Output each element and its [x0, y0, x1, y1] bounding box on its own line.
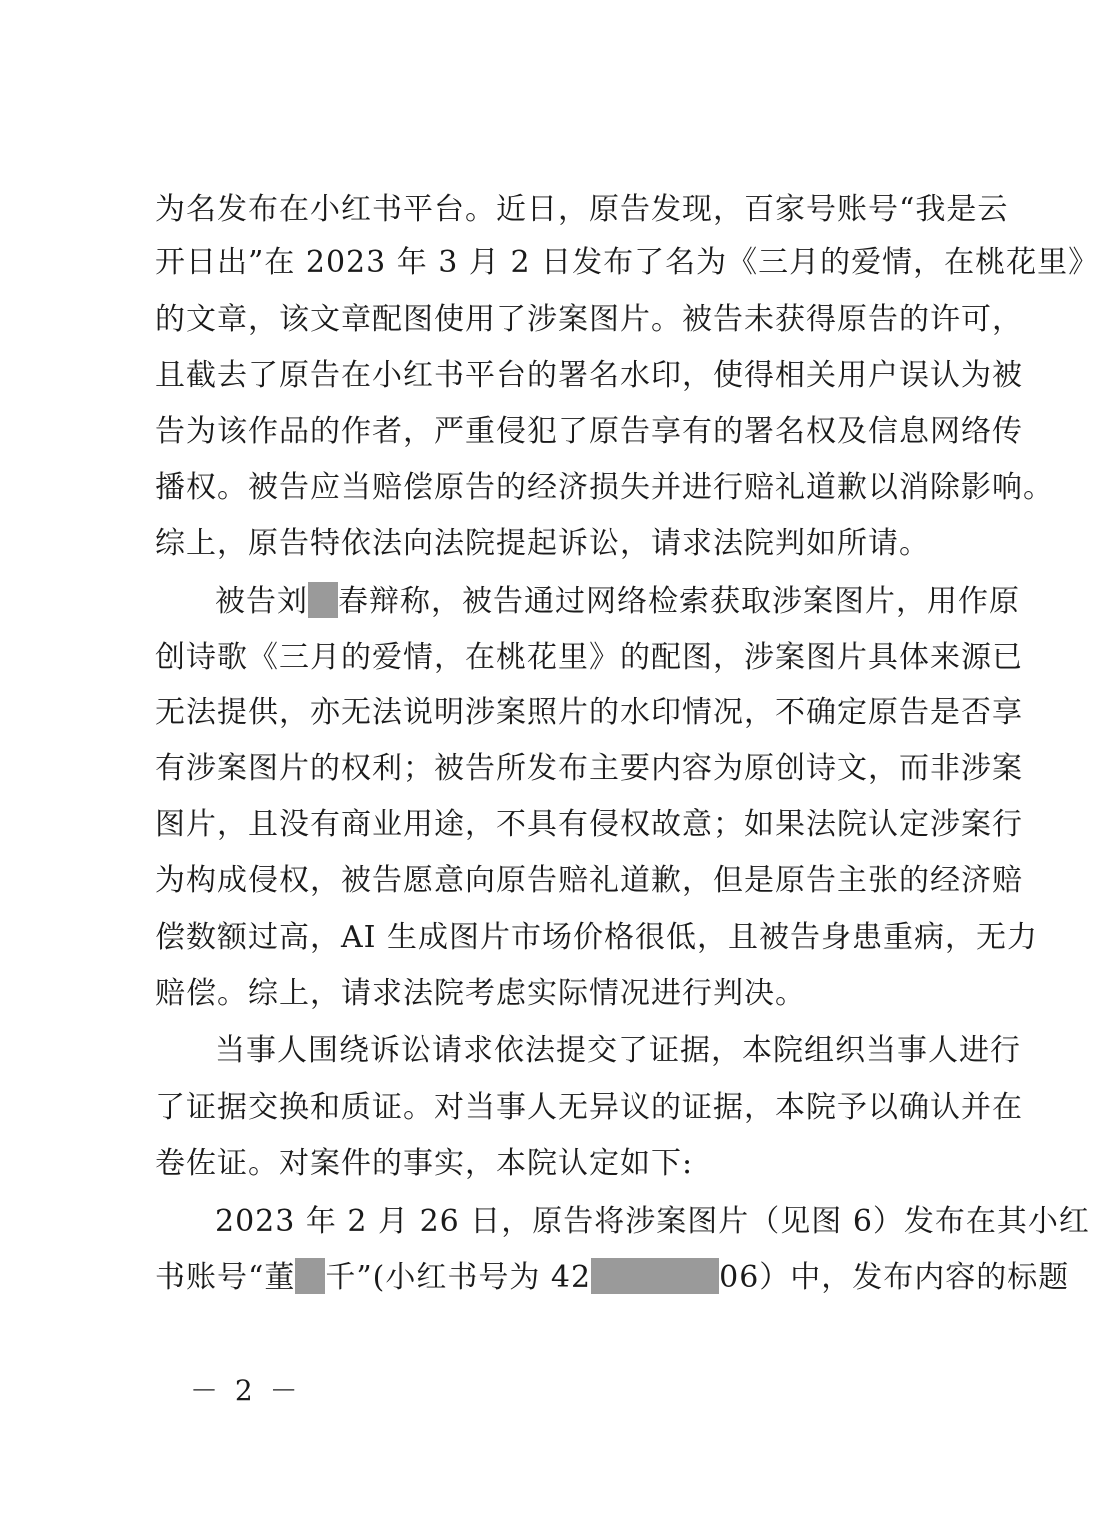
text-line-redacted [215, 582, 1020, 622]
text-line: 卷佐证。对案件的事实，本院认定如下: [155, 1146, 694, 1181]
text-segment: 书账号“董 [155, 1260, 296, 1295]
text-segment: 春辩称，被告通过网络检索获取涉案图片，用作原 [338, 584, 1020, 619]
text-line: 图片，且没有商业用途，不具有侵权故意；如果法院认定涉案行 [155, 807, 1023, 842]
text-line: 综上，原告特依法向法院提起诉讼，请求法院判如所请。 [155, 526, 930, 561]
text-segment: 被告刘 [215, 584, 308, 619]
text-line: 为构成侵权，被告愿意向原告赔礼道歉，但是原告主张的经济赔 [155, 863, 1023, 898]
text-segment: 千”(小红书号为 42 [325, 1260, 592, 1295]
text-line: 当事人围绕诉讼请求依法提交了证据，本院组织当事人进行 [215, 1033, 1021, 1068]
text-line: 2023 年 2 月 26 日，原告将涉案图片（见图 6）发布在其小红 [215, 1204, 1090, 1239]
redaction-block [295, 1258, 325, 1294]
text-line: 偿数额过高，AI 生成图片市场价格很低，且被告身患重病，无力 [155, 920, 1039, 955]
text-line: 且截去了原告在小红书平台的署名水印，使得相关用户误认为被 [155, 358, 1023, 393]
redaction-block [308, 582, 338, 618]
text-line: 了证据交换和质证。对当事人无异议的证据，本院予以确认并在 [155, 1090, 1023, 1125]
text-line: 有涉案图片的权利；被告所发布主要内容为原创诗文，而非涉案 [155, 751, 1023, 786]
text-line-redacted [155, 1258, 1070, 1298]
text-line: 开日出”在 2023 年 3 月 2 日发布了名为《三月的爱情，在桃花里》 [155, 245, 1099, 280]
text-line: 告为该作品的作者，严重侵犯了原告享有的署名权及信息网络传 [155, 414, 1023, 449]
text-segment: 06）中，发布内容的标题 [719, 1260, 1070, 1295]
text-line: 无法提供，亦无法说明涉案照片的水印情况，不确定原告是否享 [155, 695, 1023, 730]
text-line: 播权。被告应当赔偿原告的经济损失并进行赔礼道歉以消除影响。 [155, 470, 1054, 505]
redaction-block [591, 1258, 719, 1294]
text-line: 赔偿。综上，请求法院考虑实际情况进行判决。 [155, 976, 806, 1011]
text-line: 为名发布在小红书平台。近日，原告发现，百家号账号“我是云 [155, 192, 1009, 227]
text-line: 创诗歌《三月的爱情，在桃花里》的配图，涉案图片具体来源已 [155, 640, 1023, 675]
page-number: － 2 － [190, 1374, 302, 1407]
text-line: 的文章，该文章配图使用了涉案图片。被告未获得原告的许可， [155, 302, 1023, 337]
